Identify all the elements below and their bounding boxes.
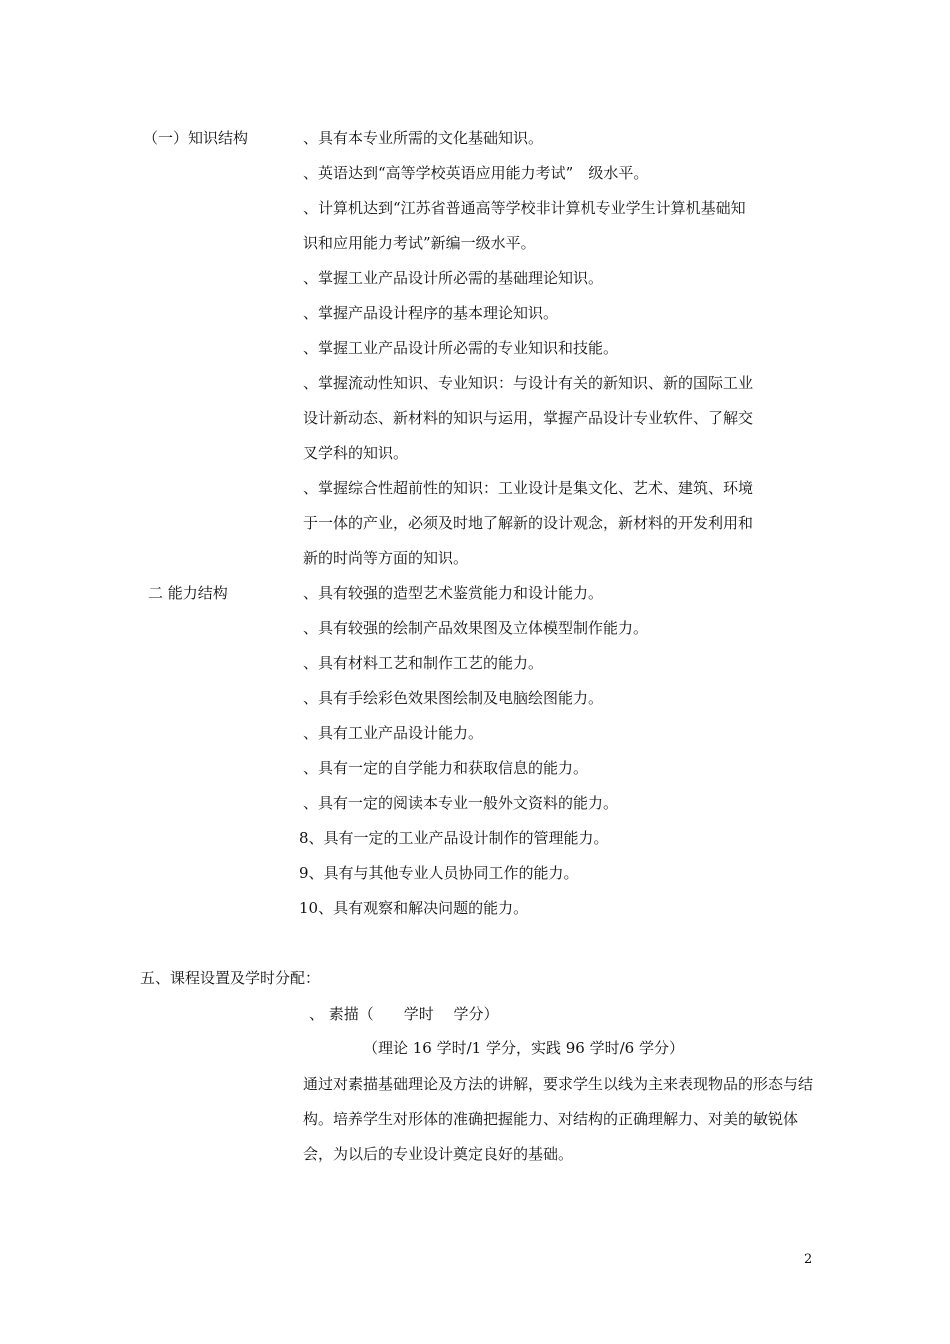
ability-item-1: 、具有较强的造型艺术鉴赏能力和设计能力。 (303, 584, 604, 602)
ability-item-7: 、具有一定的阅读本专业一般外文资料的能力。 (303, 794, 619, 812)
knowledge-structure-heading: （一）知识结构 (143, 129, 249, 147)
ability-item-4: 、具有手绘彩色效果图绘制及电脑绘图能力。 (303, 689, 604, 707)
ability-item-3: 、具有材料工艺和制作工艺的能力。 (303, 654, 544, 672)
knowledge-item-8-line-2: 于一体的产业，必须及时地了解新的设计观念，新材料的开发利用和 (303, 514, 754, 532)
ability-item-2: 、具有较强的绘制产品效果图及立体模型制作能力。 (303, 619, 649, 637)
courses-heading: 五、课程设置及学时分配： (140, 969, 321, 987)
course-description: 通过对素描基础理论及方法的讲解，要求学生以线为主来表现物品的形态与结构。培养学生对形体的准确把握能力、对结构的正确理解力、对美的敏锐体会，为以后的专业设计奠定良好的基础。 (303, 1075, 814, 1163)
ability-item-6: 、具有一定的自学能力和获取信息的能力。 (303, 759, 589, 777)
course-title-sketch: 、 素描（ 学时 学分） (309, 1005, 499, 1023)
ability-structure-heading: 二 能力结构 (148, 584, 228, 602)
knowledge-item-8-line-1: 、掌握综合性超前性的知识：工业设计是集文化、艺术、建筑、环境 (303, 479, 754, 497)
ability-item-9: 9、具有与其他专业人员协同工作的能力。 (299, 864, 579, 882)
knowledge-item-7-line-2: 设计新动态、新材料的知识与运用，掌握产品设计专业软件、了解交 (303, 409, 754, 427)
knowledge-item-8-line-3: 新的时尚等方面的知识。 (303, 549, 469, 567)
knowledge-item-3-line-1: 、计算机达到“江苏省普通高等学校非计算机专业学生计算机基础知 (303, 199, 746, 217)
ability-item-5: 、具有工业产品设计能力。 (303, 724, 484, 742)
knowledge-item-7-line-3: 叉学科的知识。 (303, 444, 409, 462)
page-number: 2 (804, 1252, 813, 1267)
knowledge-item-4: 、掌握工业产品设计所必需的基础理论知识。 (303, 269, 604, 287)
course-hours: （理论 16 学时/1 学分，实践 96 学时/6 学分） (363, 1039, 684, 1057)
knowledge-item-5: 、掌握产品设计程序的基本理论知识。 (303, 304, 559, 322)
knowledge-item-2: 、英语达到“高等学校英语应用能力考试” 级水平。 (303, 164, 649, 182)
knowledge-item-7-line-1: 、掌握流动性知识、专业知识：与设计有关的新知识、新的国际工业 (303, 374, 754, 392)
knowledge-item-1: 、具有本专业所需的文化基础知识。 (303, 129, 544, 147)
knowledge-item-6: 、掌握工业产品设计所必需的专业知识和技能。 (303, 339, 619, 357)
ability-item-8: 8、具有一定的工业产品设计制作的管理能力。 (299, 829, 609, 847)
knowledge-item-3-line-2: 识和应用能力考试”新编一级水平。 (303, 234, 536, 252)
ability-item-10: 10、具有观察和解决问题的能力。 (299, 899, 529, 917)
